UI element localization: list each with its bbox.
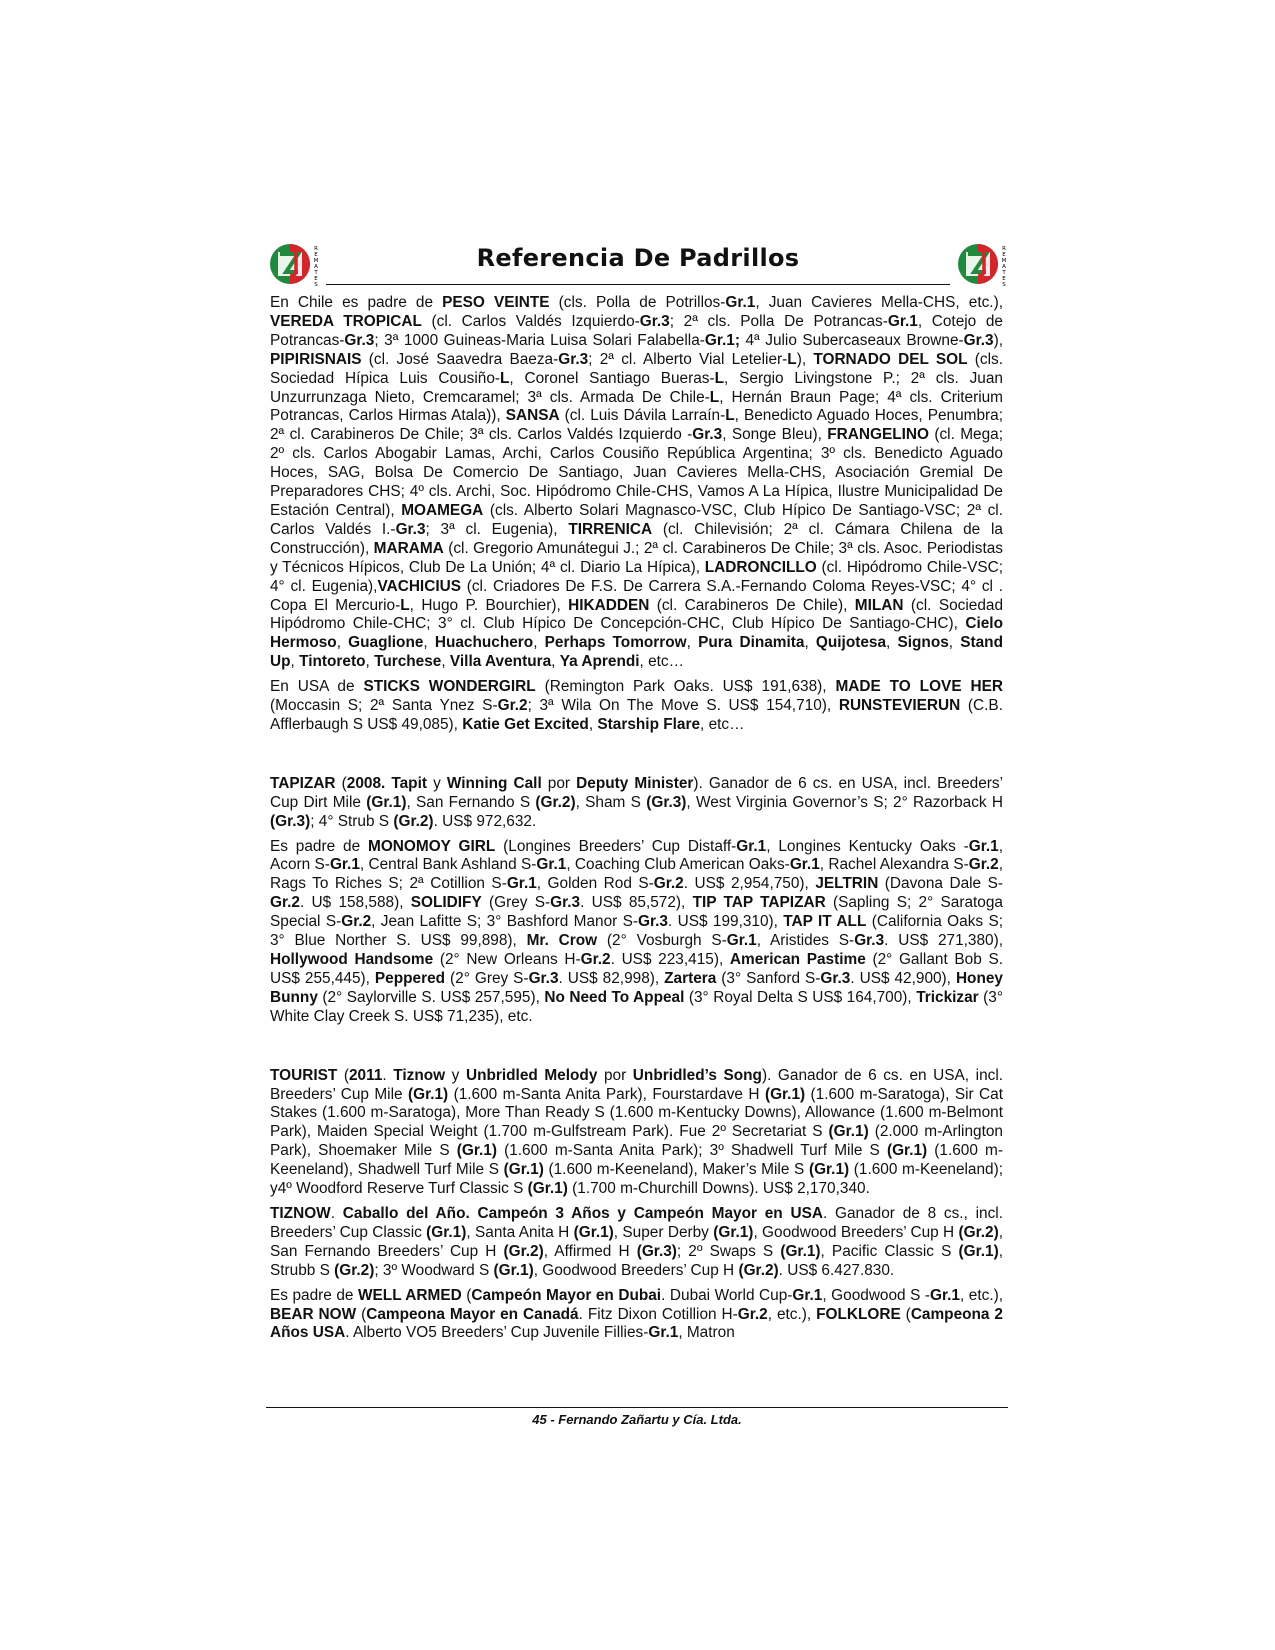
bold-text-run: VACHICIUS <box>377 577 461 595</box>
bold-text-run: (Gr.1) <box>527 1180 568 1198</box>
bold-text-run: (Gr.1) <box>958 1242 999 1260</box>
bold-text-run: FOLKLORE <box>816 1305 901 1323</box>
bold-text-run: (Gr.3) <box>270 812 311 830</box>
bold-text-run: BEAR NOW <box>270 1305 357 1323</box>
bold-text-run: Gr.1 <box>726 932 757 950</box>
page-title: Referencia De Padrillos <box>476 244 800 272</box>
svg-text:M: M <box>313 258 319 264</box>
text-run: , Matron <box>678 1324 735 1342</box>
bold-text-run: 2008. Tapit <box>346 774 427 792</box>
text-run: , Jean Lafitte S; 3° Bashford Manor S- <box>371 913 639 931</box>
bold-text-run: Gr.3 <box>963 331 994 349</box>
text-run: , <box>588 715 598 733</box>
bold-text-run: Gr.1 <box>930 1286 960 1304</box>
bold-text-run: Ya Aprendi <box>559 653 640 671</box>
text-run: , etc… <box>700 715 745 733</box>
bold-text-run: Peppered <box>374 969 446 987</box>
svg-text:S: S <box>314 282 318 288</box>
bold-text-run: Gr.2 <box>653 875 684 893</box>
bold-text-run: Gr.1 <box>968 837 999 855</box>
bold-text-run: Gr.1 <box>789 856 820 874</box>
header-divider <box>326 284 950 285</box>
bold-text-run: Guaglione <box>348 634 424 652</box>
bold-text-run: (Gr.1) <box>366 793 407 811</box>
bold-text-run: Hollywood Handsome <box>270 951 434 968</box>
bold-text-run: Winning Call <box>446 774 542 792</box>
bold-text-run: MILAN <box>854 596 904 614</box>
text-run: . Ganador de 8 cs., incl. Breeders’ Cup Classic <box>270 1204 1004 1241</box>
bold-text-run: Turchese <box>374 653 442 671</box>
bold-text-run: (Gr.1) <box>456 1142 497 1160</box>
bold-text-run: Unbridled Melody <box>465 1066 598 1084</box>
bold-text-run: (Gr.1) <box>764 1085 806 1103</box>
zj-remates-logo <box>268 240 320 288</box>
bold-text-run: (Gr.2) <box>738 1261 779 1279</box>
bold-text-run: (Gr.3) <box>646 793 687 811</box>
text-run: , Rags To Riches S; 2ª Cotillion S- <box>270 856 1004 893</box>
bold-text-run: Gr.3 <box>854 932 885 950</box>
text-run: , Coronel Santiago Bueras- <box>509 369 715 387</box>
svg-text:M: M <box>1001 258 1007 264</box>
bold-text-run: L <box>714 369 725 387</box>
text-run: (2° Gallant Bob S. US$ 255,445), <box>270 951 1004 987</box>
text-run: (California Oaks S; 3° Blue Norther S. US$ 99,898), <box>270 913 1003 950</box>
text-run: , Acorn S- <box>270 837 1003 874</box>
text-run: por <box>541 774 577 792</box>
text-run: , <box>290 653 300 671</box>
bold-text-run: Gr.1 <box>648 1324 679 1342</box>
footer-divider <box>266 1407 1008 1408</box>
bold-text-run: Campeona 2 Años USA <box>270 1305 1003 1342</box>
svg-text:E: E <box>1002 252 1006 258</box>
text-run: , Strubb S <box>270 1242 1003 1279</box>
text-run: (cl. Chilevisión; 2ª cl. Cámara Chilena de la Construcción), <box>270 520 1003 557</box>
text-run: . <box>330 1204 343 1222</box>
text-run: , Goodwood Breeders’ Cup H <box>533 1261 739 1279</box>
text-run: ; 3º Woodward S <box>374 1261 494 1279</box>
text-run: (Remington Park Oaks. US$ 191,638), <box>535 678 836 696</box>
bold-text-run: TORNADO DEL SOL <box>813 350 968 368</box>
bold-text-run: SOLIDIFY <box>410 894 482 912</box>
bold-text-run: Stand Up <box>270 634 1003 671</box>
text-run: , San Fernando Breeders’ Cup H <box>270 1223 1003 1260</box>
bold-text-run: Gr.1 <box>887 312 918 330</box>
text-run: (Grey S- <box>481 894 551 912</box>
text-run: (1.600 m-Santa Anita Park); 3º Shadwell Turf Mile S <box>496 1142 887 1160</box>
bold-text-run: American Pastime <box>729 951 866 968</box>
text-run: ( <box>335 774 347 792</box>
text-run: . US$ 85,572), <box>580 894 693 912</box>
text-run: En Chile es padre de <box>270 294 443 311</box>
bold-text-run: Caballo del Año. Campeón 3 Años y Campeón Mayor en USA <box>342 1204 823 1222</box>
bold-text-run: Gr.3 <box>528 969 559 987</box>
bold-text-run: 2011 <box>348 1066 383 1084</box>
text-run: , <box>533 634 545 652</box>
bold-text-run: MONOMOY GIRL <box>368 837 496 855</box>
text-run: (cl. Luis Dávila Larraín- <box>559 407 726 425</box>
bold-text-run: (Gr.2) <box>535 793 576 811</box>
bold-text-run: SANSA <box>505 407 560 425</box>
text-run: , etc… <box>639 653 685 671</box>
bold-text-run: Zartera <box>664 969 717 987</box>
zj-remates-logo-right <box>956 240 1008 288</box>
text-run: (cl. Carlos Valdés Izquierdo- <box>421 312 640 330</box>
text-run: , Santa Anita H <box>466 1223 574 1241</box>
text-run: , <box>441 653 450 671</box>
text-run: , Longines Kentucky Oaks - <box>766 837 969 855</box>
bold-text-run: Deputy Minister <box>576 774 694 792</box>
text-run: , Rachel Alexandra S- <box>819 856 969 874</box>
text-run: . US$ 82,998), <box>558 969 665 987</box>
bold-text-run: (Gr.1) <box>407 1085 449 1103</box>
bold-text-run: Gr.3 <box>638 913 668 931</box>
bold-text-run: Gr.3 <box>820 969 851 987</box>
bold-text-run: Unbridled’s Song <box>632 1066 762 1084</box>
text-run: (C.B. Afflerbaugh S US$ 49,085), <box>270 697 1003 733</box>
bold-text-run: (Gr.2) <box>503 1242 544 1260</box>
text-run: ; 3ª cl. Eugenia), <box>425 520 569 538</box>
text-run: (1.700 m-Churchill Downs). US$ 2,170,340. <box>567 1180 870 1198</box>
text-run: , <box>886 634 898 652</box>
bold-text-run: Huachuchero <box>434 634 534 652</box>
text-run: (2° Vosburgh S- <box>597 932 727 950</box>
paragraph-tourist <box>270 1067 1003 1199</box>
svg-text:A: A <box>1002 264 1006 270</box>
text-run: , Super Derby <box>613 1223 714 1241</box>
text-run: , Benedicto Aguado Hoces, Penumbra; 2ª cl. Carabineros De Chile; 3ª cls. Carlos Valdés Izquierdo - <box>270 407 1003 444</box>
bold-text-run: (Gr.1) <box>713 1223 754 1241</box>
bold-text-run: Gr.2 <box>270 894 300 912</box>
text-run: ( <box>356 1305 367 1323</box>
text-run: ( <box>337 1066 349 1084</box>
text-run: (2° New Orleans H- <box>433 951 581 968</box>
bold-text-run: MARAMA <box>373 539 444 557</box>
bold-text-run: L <box>709 388 720 406</box>
bold-text-run: LADRONCILLO <box>704 558 817 576</box>
bold-text-run: TOURIST <box>270 1066 338 1084</box>
text-run: . US$ 199,310), <box>667 913 784 931</box>
text-run: , <box>551 653 560 671</box>
bold-text-run: Gr.1 <box>506 875 537 893</box>
page-footer: 45 - Fernando Zañartu y Cía. Ltda. <box>532 1412 742 1427</box>
bold-text-run: Gr.2 <box>580 951 611 968</box>
bold-text-run: Tiznow <box>393 1066 446 1084</box>
bold-text-run: Campeona Mayor en Canadá <box>366 1305 579 1323</box>
text-run: ; 4° Strub S <box>310 812 394 830</box>
text-run: ), <box>993 331 1003 349</box>
text-run: (cl. Criadores De F.S. De Carrera S.A.-Fernando Coloma Reyes-VSC; 4° cl . Copa El Mercurio- <box>270 577 1003 614</box>
bold-text-run: RUNSTEVIERUN <box>838 697 961 715</box>
svg-text:A: A <box>314 264 318 270</box>
bold-text-run: (Gr.2) <box>393 812 434 830</box>
text-run: ), <box>796 350 814 368</box>
paragraph-usa-progeny <box>270 678 1003 735</box>
bold-text-run: WELL ARMED <box>358 1286 462 1304</box>
text-run: , Songe Bleu), <box>722 426 828 444</box>
bold-text-run: Perhaps Tomorrow <box>544 634 687 652</box>
text-run: , Golden Rod S- <box>536 875 654 893</box>
bold-text-run: (Gr.2) <box>334 1261 375 1279</box>
text-run: (Longines Breeders’ Cup Distaff- <box>495 837 737 855</box>
bold-text-run: (Gr.2) <box>958 1223 999 1241</box>
text-run: . Fitz Dixon Cotillion H- <box>578 1305 738 1323</box>
text-run: , Hugo P. Bourchier), <box>409 596 569 614</box>
bold-text-run: VEREDA TROPICAL <box>270 312 422 330</box>
text-run: y <box>445 1066 466 1084</box>
bold-text-run: TIRRENICA <box>568 520 653 538</box>
bold-text-run: Gr.1 <box>736 837 767 855</box>
bold-text-run: Campeón Mayor en Dubai <box>471 1286 662 1304</box>
bold-text-run: Signos <box>897 634 949 652</box>
text-run: , Pacific Classic S <box>820 1242 959 1260</box>
bold-text-run: Gr.1 <box>536 856 567 874</box>
bold-text-run: (Gr.1) <box>780 1242 821 1260</box>
page-header <box>268 240 1008 288</box>
bold-text-run: Gr.3 <box>639 312 670 330</box>
text-run: . Dubai World Cup- <box>661 1286 793 1304</box>
bold-text-run: (Gr.1) <box>808 1161 850 1179</box>
bold-text-run: Quijotesa <box>815 634 887 652</box>
bold-text-run: Villa Aventura <box>449 653 552 671</box>
text-run: , <box>948 634 961 652</box>
paragraph-tiznow <box>270 1205 1003 1281</box>
text-run: , <box>423 634 435 652</box>
bold-text-run: (Gr.1) <box>828 1123 869 1141</box>
bold-text-run: Gr.1; <box>704 331 740 349</box>
text-run: , San Fernando S <box>406 793 536 811</box>
text-run: . Alberto VO5 Breeders’ Cup Juvenile Fillies- <box>345 1324 649 1342</box>
text-run: , <box>365 653 375 671</box>
text-run: , Aristides S- <box>756 932 855 950</box>
bold-text-run: TAPIZAR <box>270 774 336 792</box>
bold-text-run: STICKS WONDERGIRL <box>363 678 536 696</box>
text-run: , Hernán Braun Page; 4ª cls. Criterium Potrancas, Carlos Hirmas Atala)), <box>270 388 1003 425</box>
paragraph-tapizar-progeny <box>270 838 1003 1027</box>
text-run: Es padre de <box>270 1286 358 1304</box>
bold-text-run: JELTRIN <box>815 875 879 893</box>
text-run: ( <box>461 1286 472 1304</box>
text-run: , Affirmed H <box>543 1242 637 1260</box>
text-run: ; 2º Swaps S <box>676 1242 781 1260</box>
text-run: (cls. Sociedad Hípica Luis Cousiño- <box>270 350 1003 387</box>
bold-text-run: TIP TAP TAPIZAR <box>692 894 826 912</box>
bold-text-run: TIZNOW <box>270 1204 331 1222</box>
bold-text-run: PESO VEINTE <box>442 294 550 311</box>
svg-text:R: R <box>1002 246 1006 252</box>
text-run: (2.000 m-Arlington Park), Shoemaker Mile S <box>270 1123 1003 1160</box>
text-run: , Cotejo de Potrancas- <box>270 312 1003 349</box>
text-run: (1.600 m-Keeneland); y4º Woodford Reserve Turf Classic S <box>270 1161 1004 1198</box>
text-run: (cl. Mega; 2º cls. Carlos Abogabir Lamas, Archi, Carlos Cousiño República Argentina; 3º cls. Benedicto Aguado Hoces, SAG, Bolsa De Comercio De Santiago, Juan Cavieres Mella-CHS, Asociación Gremial De Preparadores CHS; 4º cls. Archi, Soc. Hipódromo Chile-CHS, Vamos A La Hípica, Ilustre Municipalidad De Estación Central), <box>270 426 1004 519</box>
text-run: ). Ganador de 6 cs. en USA, incl. Breeders’ Cup Dirt Mile <box>270 774 1003 811</box>
text-run: , Juan Cavieres Mella-CHS, etc.), <box>755 294 1003 311</box>
text-run: , Goodwood Breeders’ Cup H <box>753 1223 959 1241</box>
text-run: 4ª Julio Subercaseaux Browne- <box>739 331 964 349</box>
text-run: , Central Bank Ashland S- <box>359 856 537 874</box>
text-run: , <box>686 634 699 652</box>
bold-text-run: MOAMEGA <box>401 501 484 519</box>
text-run: . US$ 42,900), <box>850 969 956 987</box>
svg-text:S: S <box>1002 282 1006 288</box>
text-run: ( <box>900 1305 911 1323</box>
text-run: . US$ 972,632. <box>433 812 537 830</box>
text-run: por <box>597 1066 633 1084</box>
text-run: (2° Grey S- <box>445 969 529 987</box>
text-run: , <box>336 634 349 652</box>
text-run: En USA de <box>270 678 364 696</box>
bold-text-run: Gr.3 <box>344 331 375 349</box>
text-run: , Goodwood S - <box>822 1286 931 1304</box>
text-run: , Sham S <box>575 793 647 811</box>
text-run: (cls. Alberto Solari Magnasco-VSC, Club Hípico De Santiago-VSC; 2ª cl. Carlos Valdés I.- <box>270 501 1003 538</box>
bold-text-run: L <box>725 407 735 425</box>
text-run: (cl. Hipódromo Chile-VSC; 4° cl. Eugenia), <box>270 558 1003 595</box>
text-run: , etc.), <box>960 1286 1004 1304</box>
bold-text-run: Trickizar <box>916 988 979 1006</box>
bold-text-run: (Gr.1) <box>426 1223 467 1241</box>
bold-text-run: PIPIRISNAIS <box>270 350 362 368</box>
text-run: (cl. Carabineros De Chile), <box>649 596 855 614</box>
text-run: (cl. Sociedad Hipódromo Chile-CHC; 3° cl. Club Hípico De Concepción-CHC, Club Hípico De Santiago-CHC), <box>270 596 1004 633</box>
bold-text-run: HIKADDEN <box>568 596 650 614</box>
document-body <box>270 294 1003 1343</box>
bold-text-run: Gr.2 <box>737 1305 768 1323</box>
text-run: , Coaching Club American Oaks- <box>566 856 790 874</box>
text-run: . US$ 6.427.830. <box>778 1261 895 1279</box>
bold-text-run: (Gr.1) <box>886 1142 928 1160</box>
text-run: ). Ganador de 6 cs. en USA, incl. Breeders’ Cup Mile <box>270 1066 1004 1103</box>
text-run: (3° Royal Delta S US$ 164,700), <box>684 988 917 1006</box>
bold-text-run: Gr.2 <box>341 913 372 931</box>
bold-text-run: Tintoreto <box>299 653 366 671</box>
paragraph-tapizar <box>270 775 1003 832</box>
bold-text-run: Gr.3 <box>558 350 589 368</box>
bold-text-run: Katie Get Excited <box>462 715 589 733</box>
bold-text-run: Gr.1 <box>725 294 756 311</box>
text-run: (1.600 m-Santa Anita Park), Fourstardave H <box>448 1085 765 1103</box>
bold-text-run: MADE TO LOVE HER <box>835 678 1003 696</box>
bold-text-run: FRANGELINO <box>827 426 929 444</box>
text-run: (3° Sanford S- <box>716 969 821 987</box>
bold-text-run: L <box>787 350 797 368</box>
bold-text-run: (Gr.3) <box>636 1242 677 1260</box>
paragraph-chile-progeny <box>270 294 1003 672</box>
bold-text-run: Mr. Crow <box>526 932 598 950</box>
bold-text-run: No Need To Appeal <box>544 988 685 1006</box>
bold-text-run: Gr.2 <box>968 856 999 874</box>
text-run: . US$ 223,415), <box>610 951 730 968</box>
bold-text-run: L <box>400 596 410 614</box>
bold-text-run: Gr.2 <box>497 697 528 715</box>
svg-text:T: T <box>314 270 318 276</box>
text-run: . <box>382 1066 394 1084</box>
bold-text-run: Honey Bunny <box>270 969 1003 1006</box>
text-run: (3° White Clay Creek S. US$ 71,235), etc. <box>270 988 1003 1025</box>
bold-text-run: Starship Flare <box>597 715 701 733</box>
bold-text-run: Gr.3 <box>395 520 426 538</box>
logo-side-text: R <box>314 246 318 252</box>
bold-text-run: (Gr.1) <box>503 1161 544 1179</box>
text-run: , etc.), <box>767 1305 817 1323</box>
bold-text-run: Gr.1 <box>792 1286 823 1304</box>
svg-text:T: T <box>1002 270 1006 276</box>
text-run: (1.600 m-Keeneland), Shadwell Turf Mile S <box>270 1142 1003 1179</box>
text-run: . US$ 271,380), <box>884 932 1003 950</box>
text-run: , Sergio Livingstone P.; 2ª cls. Juan Unzurrunzaga Nieto, Cremcaramel; 3ª cls. Armada De Chile- <box>270 369 1003 406</box>
bold-text-run: Gr.1 <box>329 856 360 874</box>
text-run: . US$ 2,954,750), <box>683 875 816 893</box>
text-run: ; 3ª 1000 Guineas-Maria Luisa Solari Falabella- <box>374 331 705 349</box>
bold-text-run: Gr.3 <box>692 426 723 444</box>
bold-text-run: L <box>500 369 510 387</box>
text-run: (cl. Gregorio Amunátegui J.; 2ª cl. Carabineros De Chile; 3ª cls. Asoc. Periodistas y Técnicos Hípicos, Club De La Unión; 4ª cl. Diario La Hípica), <box>270 539 1003 576</box>
text-run: (1.600 m-Saratoga), Sir Cat Stakes (1.600 m-Saratoga), More Than Ready S (1.600 m-Kentucky Downs), Allowance (1.600 m-Belmont Park), Maiden Special Weight (1.700 m-Gulfstream Park). Fue 2º Secretariat S <box>270 1085 1003 1141</box>
bold-text-run: (Gr.1) <box>573 1223 614 1241</box>
text-run: , West Virginia Governor’s S; 2° Razorback H <box>686 793 1004 811</box>
bold-text-run: (Gr.1) <box>493 1261 534 1279</box>
text-run: Es padre de <box>270 837 368 855</box>
text-run: ; 2ª cl. Alberto Vial Letelier- <box>588 350 788 368</box>
text-run: (Moccasin S; 2ª Santa Ynez S- <box>270 697 498 715</box>
text-run: ; 3ª Wila On The Move S. US$ 154,710), <box>527 697 839 715</box>
text-run: , <box>804 634 816 652</box>
svg-text:E: E <box>1002 276 1006 282</box>
text-run: (1.600 m-Keeneland), Maker’s Mile S <box>543 1161 809 1179</box>
text-run: ; 2ª cls. Polla De Potrancas- <box>669 312 888 330</box>
text-run: . U$ 158,588), <box>299 894 411 912</box>
text-run: (cl. José Saavedra Baeza- <box>361 350 559 368</box>
text-run: (2° Saylorville S. US$ 257,595), <box>317 988 545 1006</box>
bold-text-run: TAP IT ALL <box>783 913 867 931</box>
text-run: y <box>426 774 447 792</box>
text-run: (Davona Dale S- <box>878 875 1004 893</box>
text-run: (cls. Polla de Potrillos- <box>549 294 726 311</box>
text-run: (Sapling S; 2° Saratoga Special S- <box>270 894 1003 931</box>
svg-text:E: E <box>314 276 318 282</box>
bold-text-run: Gr.3 <box>550 894 581 912</box>
paragraph-tiznow-progeny <box>270 1287 1003 1344</box>
svg-text:E: E <box>314 252 318 258</box>
bold-text-run: Pura Dinamita <box>698 634 805 652</box>
bold-text-run: Cielo Hermoso <box>270 615 1003 652</box>
